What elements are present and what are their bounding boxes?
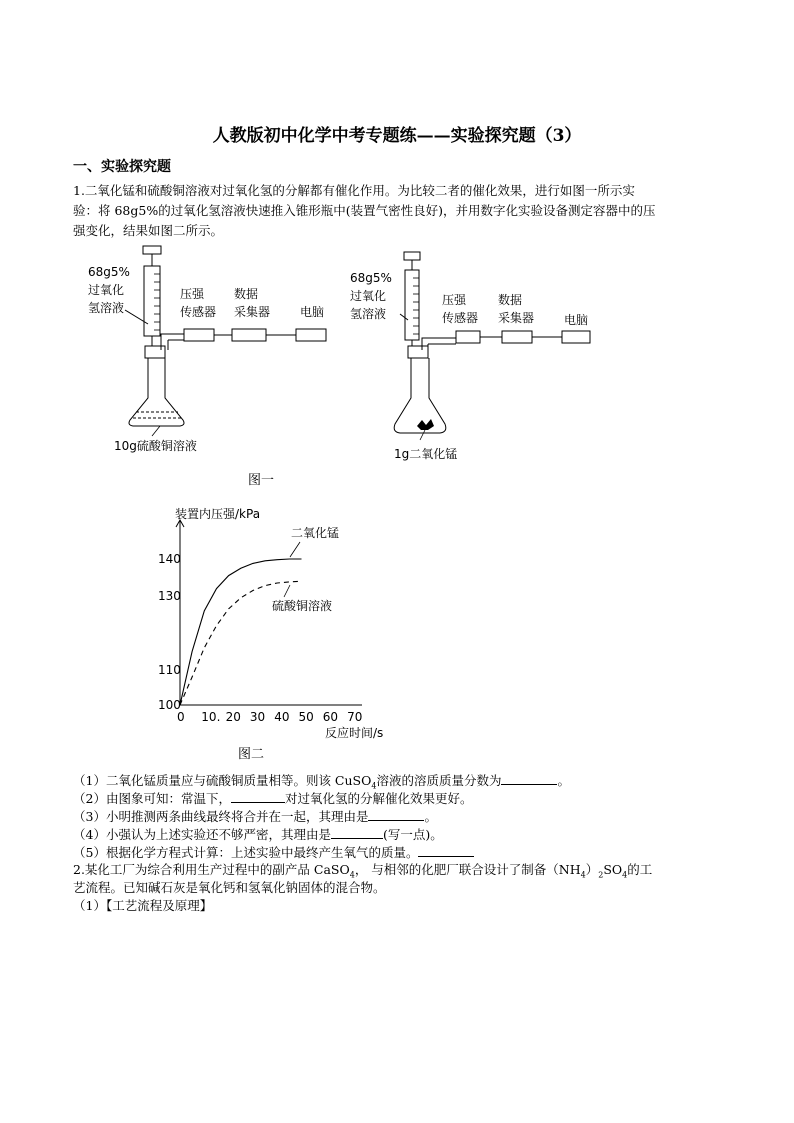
section-heading: 一、实验探究题: [73, 159, 171, 175]
right-pressure-sensor: [456, 331, 480, 343]
series-leader-1: [290, 542, 300, 557]
answer-blank[interactable]: [231, 789, 285, 803]
sub4-text-a: （4）小强认为上述实验还不够严密，其理由是: [73, 827, 331, 842]
left-data-collector: [232, 329, 266, 341]
sub3-text-a: （3）小明推测两条曲线最终将合并在一起，其理由是: [73, 809, 369, 824]
x-tick-label: 40: [274, 710, 290, 724]
answer-blank[interactable]: [331, 825, 383, 839]
sub4-text-b: (写一点)。: [382, 827, 443, 842]
x-tick-label: 30: [249, 710, 266, 724]
right-sensor-label-2: 传感器: [442, 311, 479, 325]
y-tick-label: 130: [158, 589, 181, 603]
sub3-end: 。: [424, 809, 437, 824]
q2-text-c: ）: [585, 862, 599, 877]
right-syringe-plunger: [404, 252, 420, 260]
page-title: 人教版初中化学中考专题练——实验探究题（3）: [212, 126, 582, 146]
q2-subscript: 4: [580, 870, 586, 880]
question-1-stem: [73, 181, 733, 241]
y-axis-label: 装置内压强/kPa: [175, 507, 261, 521]
left-syringe-label-3: 氢溶液: [88, 301, 125, 315]
x-tick-label: 50: [298, 710, 314, 724]
right-data-collector: [502, 331, 532, 343]
right-collector-label-1: 数据: [498, 293, 523, 307]
sub1-text-b: 溶液的溶质质量分数为: [376, 773, 502, 788]
sub2-text-b: 对过氧化氢的分解催化效果更好。: [284, 791, 473, 806]
answer-blank[interactable]: [368, 807, 424, 821]
right-flask: [394, 358, 446, 433]
figure-1-apparatus: [70, 240, 630, 495]
mno2-powder: [417, 419, 434, 430]
left-flask-label: 10g硫酸铜溶液: [114, 439, 197, 453]
right-sensor-label-1: 压强: [442, 293, 467, 307]
stem-line: 验：将 68g5%的过氧化氢溶液快速推入锥形瓶中(装置气密性良好)，并用数字化实验设备测定容器中的压: [73, 203, 656, 218]
sub1-end: 。: [557, 773, 570, 788]
left-pressure-sensor: [184, 329, 214, 341]
sub1-text-a: （1）二氧化锰质量应与硫酸铜质量相等。则该 CuSO: [73, 773, 372, 788]
y-tick-label: 100: [158, 698, 181, 712]
sub5-text-a: （5）根据化学方程式计算：上述实验中最终产生氧气的质量。: [73, 845, 419, 860]
answer-blank[interactable]: [501, 771, 557, 785]
q2-text-a: 2.某化工厂为综合利用生产过程中的副产品 CaSO: [73, 862, 350, 877]
q2-text-b: ， 与相邻的化肥厂联合设计了制备（NH: [354, 862, 581, 877]
stem-line: 强变化，结果如图二所示。: [73, 223, 224, 238]
right-computer-label: 电脑: [564, 313, 589, 327]
left-syringe-plunger: [143, 246, 161, 254]
q2-subscript: 2: [598, 870, 604, 880]
left-collector-label-2: 采集器: [234, 305, 271, 319]
sub2-text-a: （2）由图象可知：常温下，: [73, 791, 231, 806]
x-tick-label: 70: [347, 710, 363, 724]
right-stopper: [408, 346, 428, 358]
y-tick-label: 140: [158, 552, 181, 566]
sub1-subscript: 4: [371, 781, 377, 791]
right-syringe-label-3: 氢溶液: [350, 307, 387, 321]
right-syringe-barrel: [405, 270, 419, 340]
q2-sub1: （1）【工艺流程及原理】: [73, 898, 213, 913]
q1-sub2: [73, 789, 472, 808]
q2-text-e: 的工: [627, 862, 653, 877]
figure-1-caption: 图一: [248, 473, 275, 488]
series-label-mno2: 二氧化锰: [291, 526, 340, 540]
left-sensor-label-2: 传感器: [180, 305, 217, 319]
right-computer: [562, 331, 590, 343]
left-sensor-label-1: 压强: [180, 287, 205, 301]
right-syringe-label-1: 68g5%: [350, 271, 392, 285]
series-leader-2: [284, 585, 290, 597]
figure-2-chart: [150, 500, 420, 762]
left-stopper: [145, 346, 165, 358]
series-line-1: [180, 559, 302, 705]
left-computer: [296, 329, 326, 341]
left-syringe-barrel: [144, 266, 160, 336]
left-computer-label: 电脑: [300, 305, 325, 319]
x-tick-label: 60: [322, 710, 339, 724]
answer-blank[interactable]: [418, 843, 474, 857]
figure-2-caption: 图二: [238, 747, 265, 762]
y-tick-label: 110: [158, 663, 181, 677]
x-tick-label: 20: [225, 710, 241, 724]
left-collector-label-1: 数据: [234, 287, 259, 301]
x-axis-label: 反应时间/s: [325, 726, 384, 740]
left-syringe-label-1: 68g5%: [88, 265, 130, 279]
q2-line2: 艺流程。已知碱石灰是氧化钙和氢氧化钠固体的混合物。: [73, 880, 386, 895]
left-syringe-label-2: 过氧化: [88, 283, 125, 297]
x-tick-label: 0: [177, 710, 185, 724]
q1-sub5: [73, 843, 474, 862]
right-flask-label: 1g二氧化锰: [394, 447, 458, 461]
series-label-cuso4: 硫酸铜溶液: [272, 599, 333, 613]
q2-subscript: 4: [622, 870, 628, 880]
q2-text-d: SO: [603, 862, 623, 877]
right-syringe-label-2: 过氧化: [350, 289, 387, 303]
stem-line: 1.二氧化锰和硫酸铜溶液对过氧化氢的分解都有催化作用。为比较二者的催化效果，进行如图一所示实: [73, 183, 635, 198]
right-collector-label-2: 采集器: [498, 311, 535, 325]
q1-sub4: [73, 825, 443, 844]
q2-subscript: 4: [349, 870, 355, 880]
left-flask: [129, 358, 184, 426]
q1-sub3: [73, 807, 437, 826]
x-tick-label: 10.: [201, 710, 221, 724]
